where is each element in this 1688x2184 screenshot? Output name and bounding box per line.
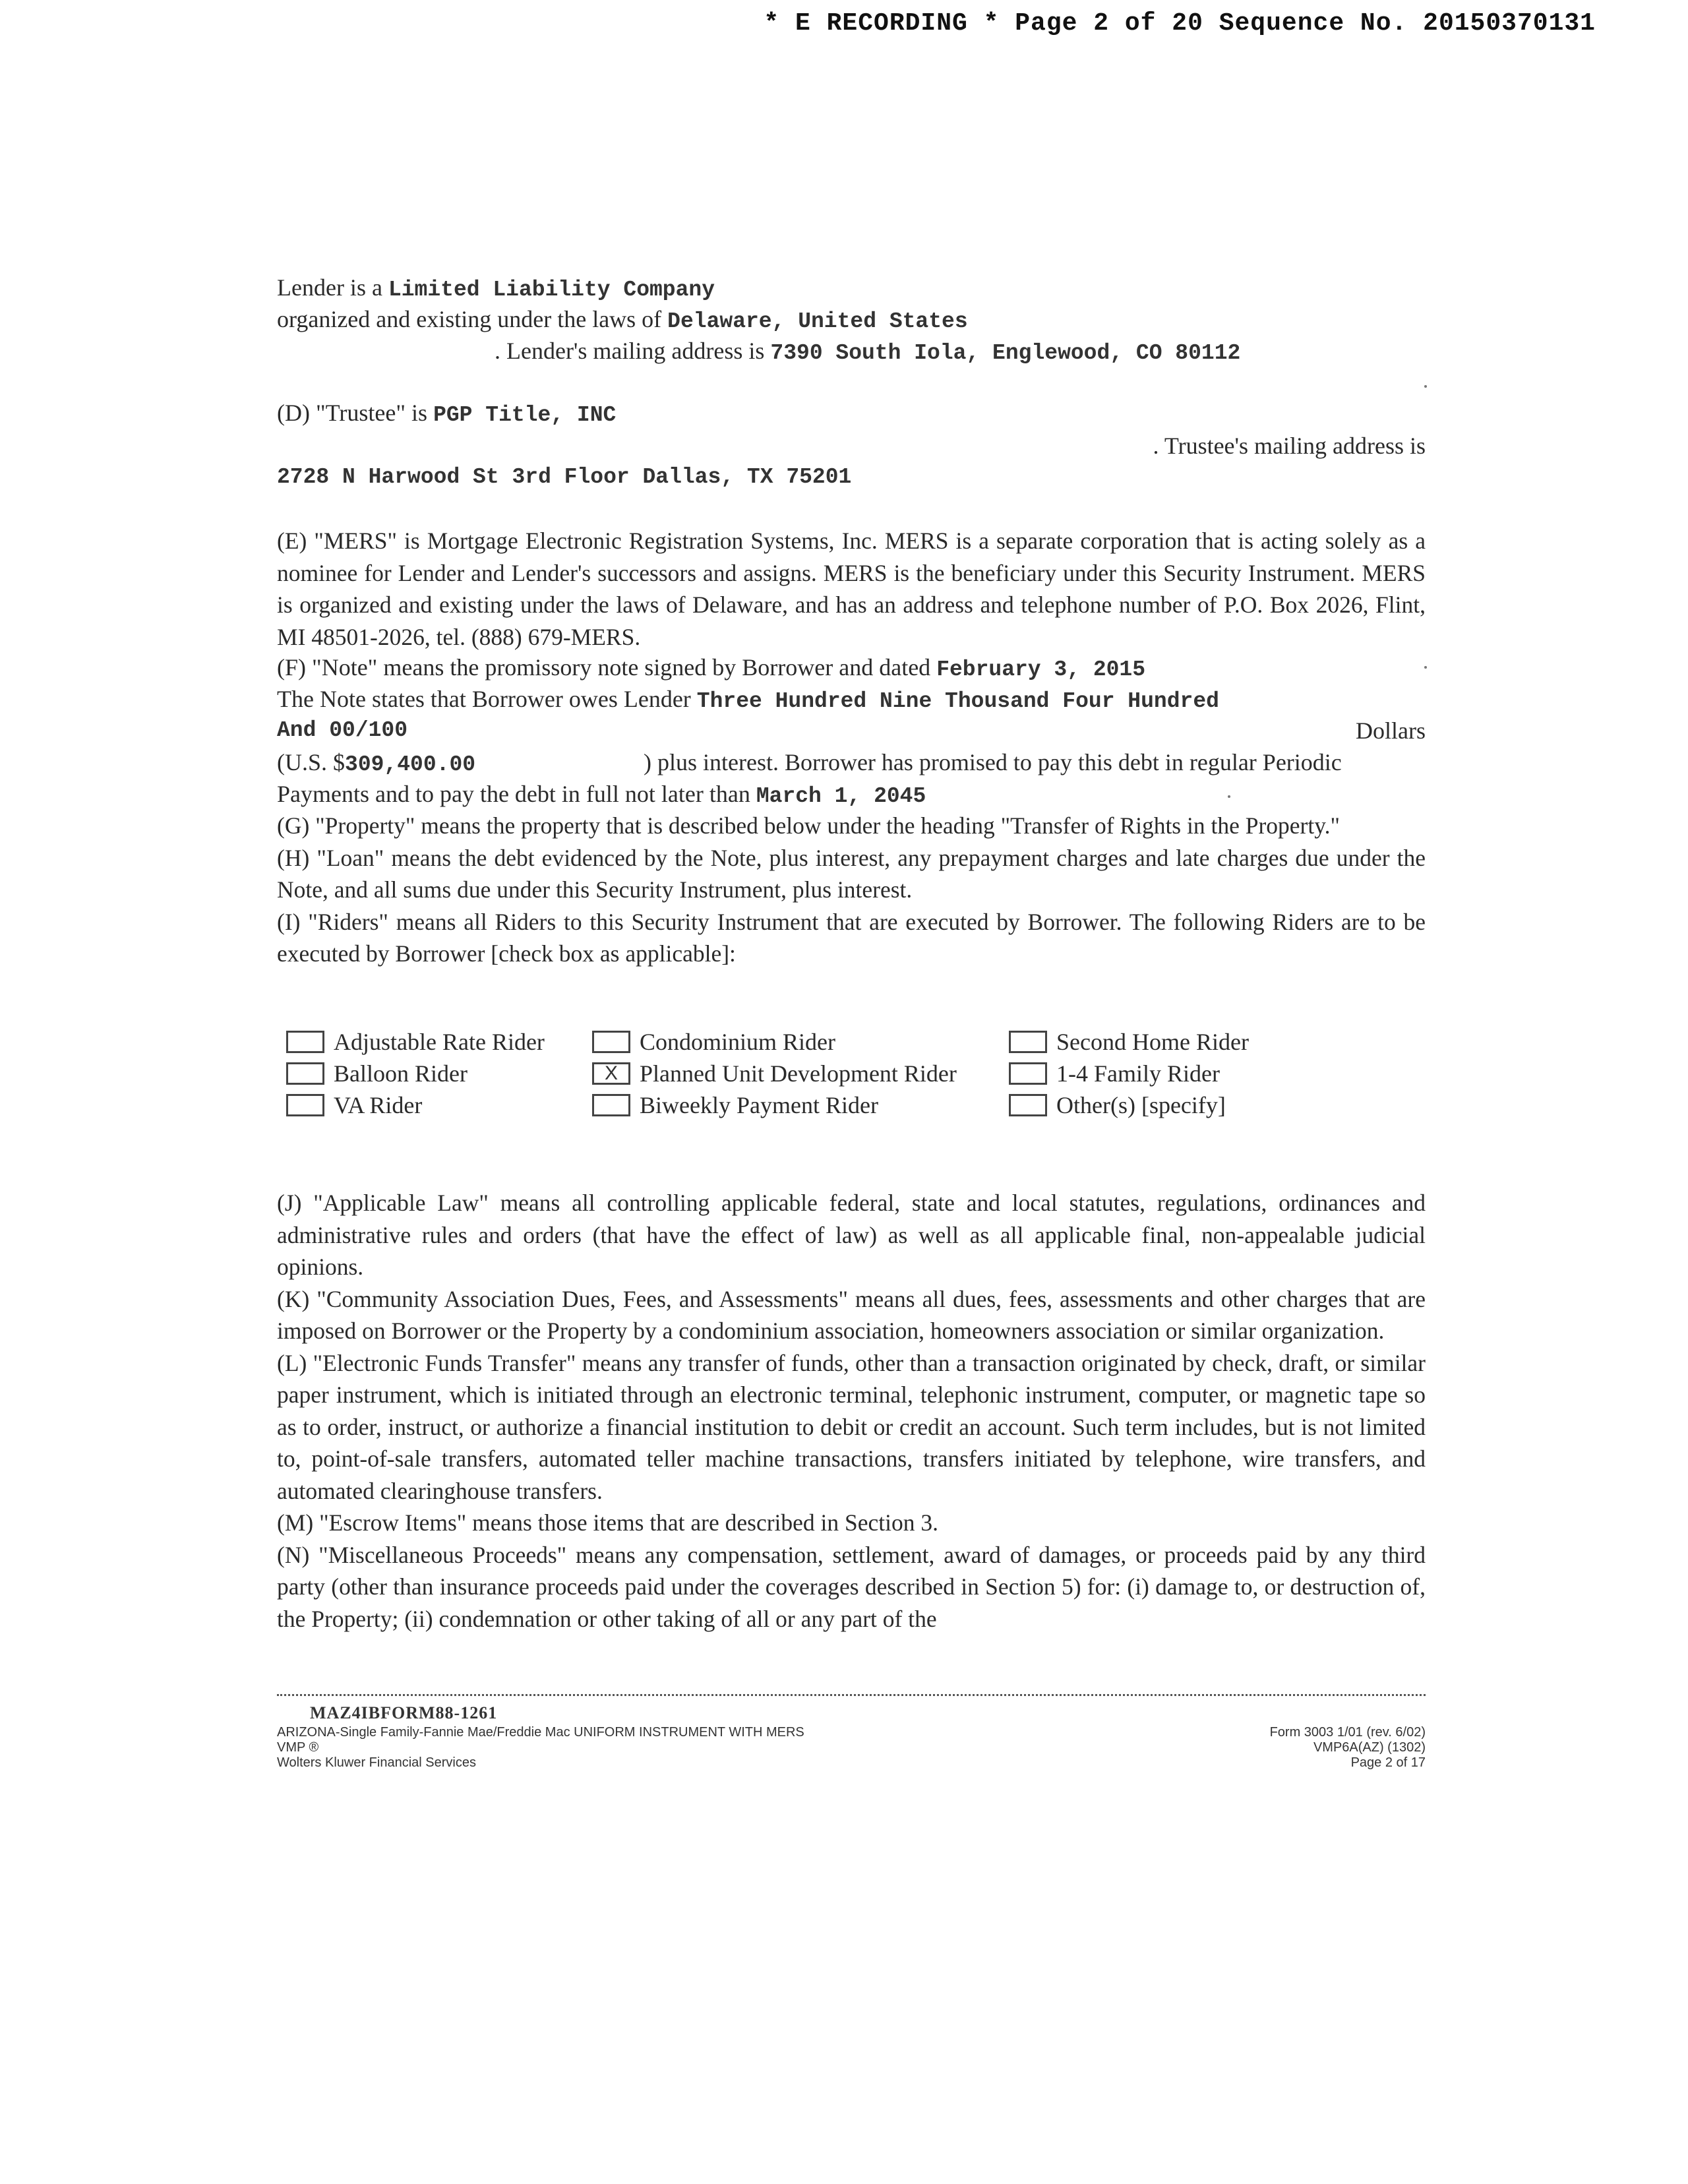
checkbox-va[interactable]	[286, 1094, 324, 1116]
rider-label: 1-4 Family Rider	[1056, 1060, 1220, 1087]
form-code: MAZ4IBFORM88-1261	[310, 1703, 498, 1722]
checkbox-condominium[interactable]	[592, 1031, 630, 1053]
note-amount-words-2: And 00/100	[277, 718, 408, 743]
footer-rule	[277, 1694, 1426, 1696]
rider-adjustable-rate	[286, 1026, 545, 1058]
community-association-definition: (K) "Community Association Dues, Fees, and Assessments" means all dues, fees, assessments and other charges that are imposed on Borrower or the Property by a condominium association, homeowners association or similar organization.	[277, 1285, 1426, 1344]
lender-jurisdiction-prefix: organized and existing under the laws of	[277, 306, 662, 332]
scan-speck	[1228, 795, 1230, 798]
riders-definition: (I) "Riders" means all Riders to this Security Instrument that are executed by Borrower. The following Riders are to be executed by Borrower [check box as applicable]:	[277, 908, 1426, 967]
note-amount: 309,400.00	[345, 752, 476, 777]
mers-definition	[277, 525, 1426, 653]
trustee-name: PGP Title, INC	[433, 403, 617, 427]
footer-right	[1270, 1725, 1426, 1771]
checkbox-balloon[interactable]	[286, 1062, 324, 1085]
note-line-2	[277, 683, 1219, 717]
checkbox-1-4-family[interactable]	[1009, 1062, 1047, 1085]
note-amount-words-1: Three Hundred Nine Thousand Four Hundred	[696, 689, 1219, 713]
checkbox-others[interactable]	[1009, 1094, 1047, 1116]
applicable-law-definition: (J) "Applicable Law" means all controlling applicable federal, state and local statutes, regulations, ordinances and administrative rules and orders (that have the effect of law) as well as all applicable final, non-appealable judicial opinions.	[277, 1190, 1426, 1280]
footer-left	[277, 1725, 804, 1771]
rider-label: Planned Unit Development Rider	[640, 1060, 957, 1087]
note-amount-suffix: ) plus interest. Borrower has promised to pay this debt in regular Periodic	[644, 749, 1342, 775]
checkbox-second-home[interactable]	[1009, 1031, 1047, 1053]
property-definition: (G) "Property" means the property that is described below under the heading "Transfer of Rights in the Property."	[277, 812, 1341, 839]
lender-line-3	[495, 335, 1240, 369]
trustee-address-label: . Trustee's mailing address is	[1153, 433, 1426, 459]
lender-line-1	[277, 272, 715, 306]
checkbox-biweekly-payment[interactable]	[592, 1094, 630, 1116]
note-payments-prefix: Payments and to pay the debt in full not later than	[277, 781, 750, 807]
rider-label: Second Home Rider	[1056, 1029, 1249, 1055]
trustee-line-1	[277, 397, 616, 431]
footer-vmp: VMP ®	[277, 1740, 319, 1755]
mers-text: (E) "MERS" is Mortgage Electronic Registration Systems, Inc. MERS is a separate corporation that is acting solely as a nominee for Lender and Lender's successors and assigns. MERS is the beneficiary under this Security Instrument. MERS is organized and existing under the laws of Delaware, and has an address and telephone number of P.O. Box 2026, Flint, MI 48501-2026, tel. (888) 679-MERS.	[277, 528, 1426, 650]
footer-vmp-code: VMP6A(AZ) (1302)	[1313, 1740, 1426, 1755]
trustee-address: 2728 N Harwood St 3rd Floor Dallas, TX 75201	[277, 465, 852, 489]
scan-speck	[1424, 666, 1427, 669]
note-line-1	[277, 652, 1145, 686]
rider-planned-unit-development	[592, 1058, 957, 1089]
rider-balloon	[286, 1058, 467, 1089]
misc-proceeds-definition: (N) "Miscellaneous Proceeds" means any compensation, settlement, award of damages, or proceeds paid by any third party (other than insurance proceeds paid under the coverages described in Section 5) for: (i) damage to, or destruction of, the Property; (ii) condemnation or other taking of all or any part of the	[277, 1541, 1426, 1632]
lender-address-prefix: . Lender's mailing address is	[495, 338, 765, 364]
lender-prefix: Lender is a	[277, 274, 382, 301]
rider-1-4-family	[1009, 1058, 1220, 1089]
footer-form-number: Form 3003 1/01 (rev. 6/02)	[1269, 1725, 1426, 1740]
lender-jurisdiction: Delaware, United States	[667, 309, 968, 334]
scan-speck	[1424, 385, 1427, 388]
rider-label: Adjustable Rate Rider	[334, 1029, 545, 1055]
lender-line-2	[277, 303, 968, 338]
note-maturity: March 1, 2045	[756, 784, 926, 808]
rider-label: Balloon Rider	[334, 1060, 467, 1087]
rider-label: Biweekly Payment Rider	[640, 1092, 878, 1118]
footer-publisher: Wolters Kluwer Financial Services	[277, 1755, 476, 1770]
loan-definition: (H) "Loan" means the debt evidenced by the Note, plus interest, any prepayment charges and late charges due under the Note, and all sums due under this Security Instrument, plus interest.	[277, 844, 1426, 903]
footer-page-number: Page 2 of 17	[1350, 1755, 1426, 1770]
rider-va	[286, 1089, 422, 1121]
note-line-4	[277, 746, 475, 781]
rider-others	[1009, 1089, 1226, 1121]
note-date: February 3, 2015	[936, 657, 1146, 682]
definitions-j-n	[277, 1187, 1426, 1635]
eft-definition: (L) "Electronic Funds Transfer" means any transfer of funds, other than a transaction originated by check, draft, or similar paper instrument, which is initiated through an electronic terminal, telephonic instrument, computer, or magnetic tape so as to order, instruct, or authorize a financial institution to debit or credit an account. Such term includes, but is not limited to, point-of-sale transfers, automated teller machine transactions, transfers initiated by telephone, wire transfers, and automated clearinghouse transfers.	[277, 1349, 1426, 1504]
definitions-g-i	[277, 810, 1426, 970]
note-owes-prefix: The Note states that Borrower owes Lender	[277, 686, 691, 712]
escrow-items-definition: (M) "Escrow Items" means those items that are described in Section 3.	[277, 1509, 938, 1536]
rider-label: VA Rider	[334, 1092, 423, 1118]
note-prefix: (F) "Note" means the promissory note signed by Borrower and dated	[277, 654, 931, 681]
checkbox-adjustable-rate[interactable]	[286, 1031, 324, 1053]
rider-second-home	[1009, 1026, 1249, 1058]
note-amount-prefix: (U.S. $	[277, 749, 346, 775]
checkbox-planned-unit-development[interactable]: X	[592, 1062, 630, 1085]
recording-header: * E RECORDING * Page 2 of 20 Sequence No. 20150370131	[764, 9, 1596, 38]
rider-condominium	[592, 1026, 835, 1058]
rider-biweekly-payment	[592, 1089, 878, 1121]
rider-label: Other(s) [specify]	[1056, 1092, 1226, 1118]
footer-form-title: ARIZONA-Single Family-Fannie Mae/Freddie Mac UNIFORM INSTRUMENT WITH MERS	[277, 1725, 804, 1740]
trustee-label: (D) "Trustee" is	[277, 400, 428, 426]
rider-label: Condominium Rider	[640, 1029, 835, 1055]
lender-entity-type: Limited Liability Company	[388, 278, 715, 302]
note-line-5	[277, 778, 926, 812]
note-dollars: Dollars	[1356, 717, 1426, 744]
lender-address: 7390 South Iola, Englewood, CO 80112	[770, 341, 1241, 365]
